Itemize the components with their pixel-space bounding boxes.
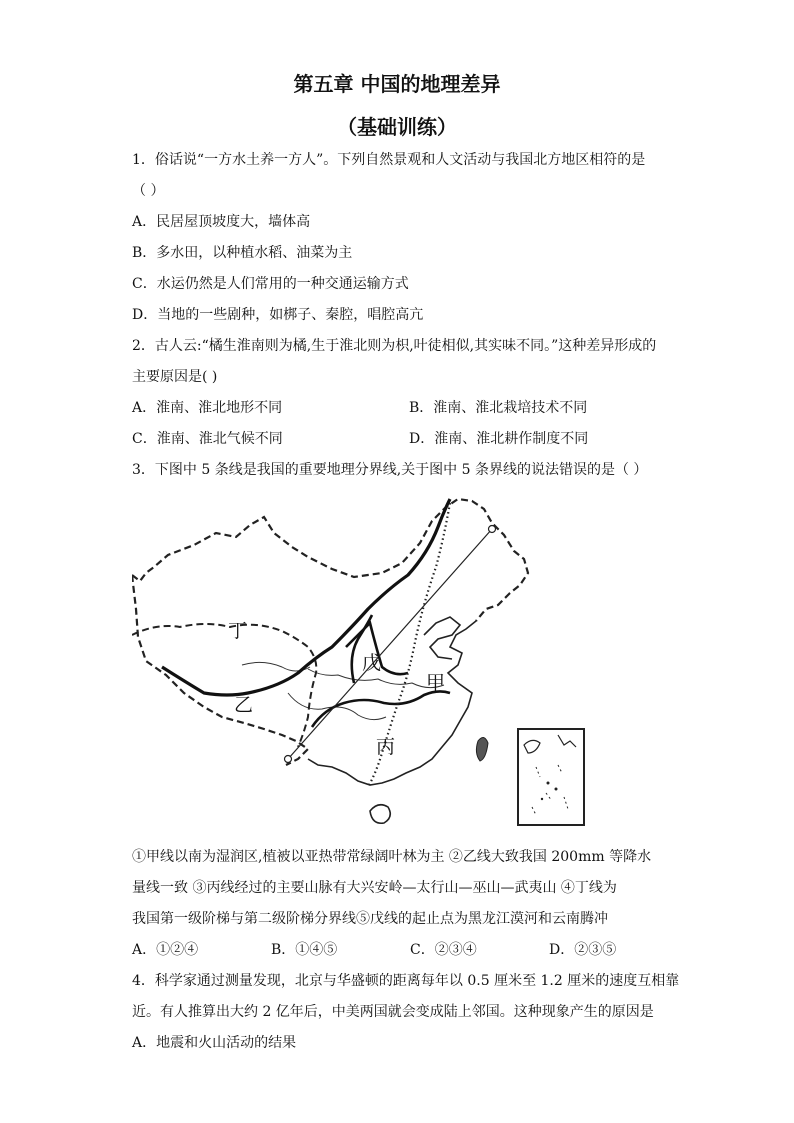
q3-option-d: D．②③⑤ [549, 942, 617, 958]
chapter-title: 第五章 中国的地理差异 [293, 72, 501, 96]
q1-option-b: B．多水田，以种植水稻、油菜为主 [132, 245, 353, 261]
q3-statements-line2: 量线一致 ③丙线经过的主要山脉有大兴安岭—太行山—巫山—武夷山 ④丁线为 [132, 880, 617, 896]
map-label-bing: 丙 [376, 736, 396, 758]
q4-stem-line1: 4．科学家通过测量发现，北京与华盛顿的距离每年以 0.5 厘米至 1.2 厘米的速度互相靠 [132, 973, 680, 989]
q2-stem-line1: 2．古人云:“橘生淮南则为橘,生于淮北则为枳,叶徒相似,其实味不同。”这种差异形成的 [132, 338, 657, 354]
map-figure [132, 497, 594, 829]
china-boundary-lines-map [132, 497, 594, 829]
q1-bracket: （ ） [132, 183, 165, 199]
q1-option-a: A．民居屋顶坡度大，墙体高 [132, 214, 311, 230]
q2-option-d: D．淮南、淮北耕作制度不同 [409, 431, 589, 447]
q3-stem: 3．下图中 5 条线是我国的重要地理分界线,关于图中 5 条界线的说法错误的是（ ） [132, 462, 648, 478]
map-label-wu: 戊 [362, 652, 382, 674]
q3-option-a: A．①②④ [132, 942, 199, 958]
q3-statements-line3: 我国第一级阶梯与第二级阶梯分界线⑤戊线的起止点为黑龙江漠河和云南腾冲 [132, 911, 608, 927]
q3-option-c: C．②③④ [410, 942, 477, 958]
line-wu-end-point [489, 526, 496, 533]
hainan-island [370, 805, 390, 824]
q1-option-c: C．水运仍然是人们常用的一种交通运输方式 [132, 276, 409, 292]
south-china-sea-inset [518, 729, 584, 825]
taiwan-island [476, 737, 488, 761]
line-wu-start-point [285, 756, 292, 763]
q2-option-b: B．淮南、淮北栽培技术不同 [409, 400, 588, 416]
q1-option-d: D．当地的一些剧种，如梆子、秦腔，唱腔高亢 [132, 307, 424, 323]
map-label-jia: 甲 [426, 672, 446, 694]
q4-option-a: A．地震和火山活动的结果 [132, 1035, 297, 1051]
line-ding [132, 624, 316, 747]
line-yi [162, 499, 450, 695]
west-border [132, 575, 308, 765]
q3-option-b: B．①④⑤ [271, 942, 338, 958]
q3-statements-line1: ①甲线以南为湿润区,植被以亚热带常绿阔叶林为主 ②乙线大致我国 200mm 等降水 [132, 849, 652, 865]
national-border [132, 499, 528, 621]
q4-stem-line2: 近。有人推算出大约 2 亿年后，中美两国就会变成陆上邻国。这种现象产生的原因是 [132, 1004, 654, 1020]
section-subtitle: （基础训练） [337, 115, 457, 139]
map-label-ding: 丁 [228, 620, 248, 642]
q2-stem-line2: 主要原因是( ) [132, 369, 218, 385]
map-label-yi: 乙 [234, 694, 254, 716]
q1-stem: 1．俗话说“一方水土养一方人”。下列自然景观和人文活动与我国北方地区相符的是 [132, 152, 646, 168]
q2-option-a: A．淮南、淮北地形不同 [132, 400, 283, 416]
q2-option-c: C．淮南、淮北气候不同 [132, 431, 283, 447]
